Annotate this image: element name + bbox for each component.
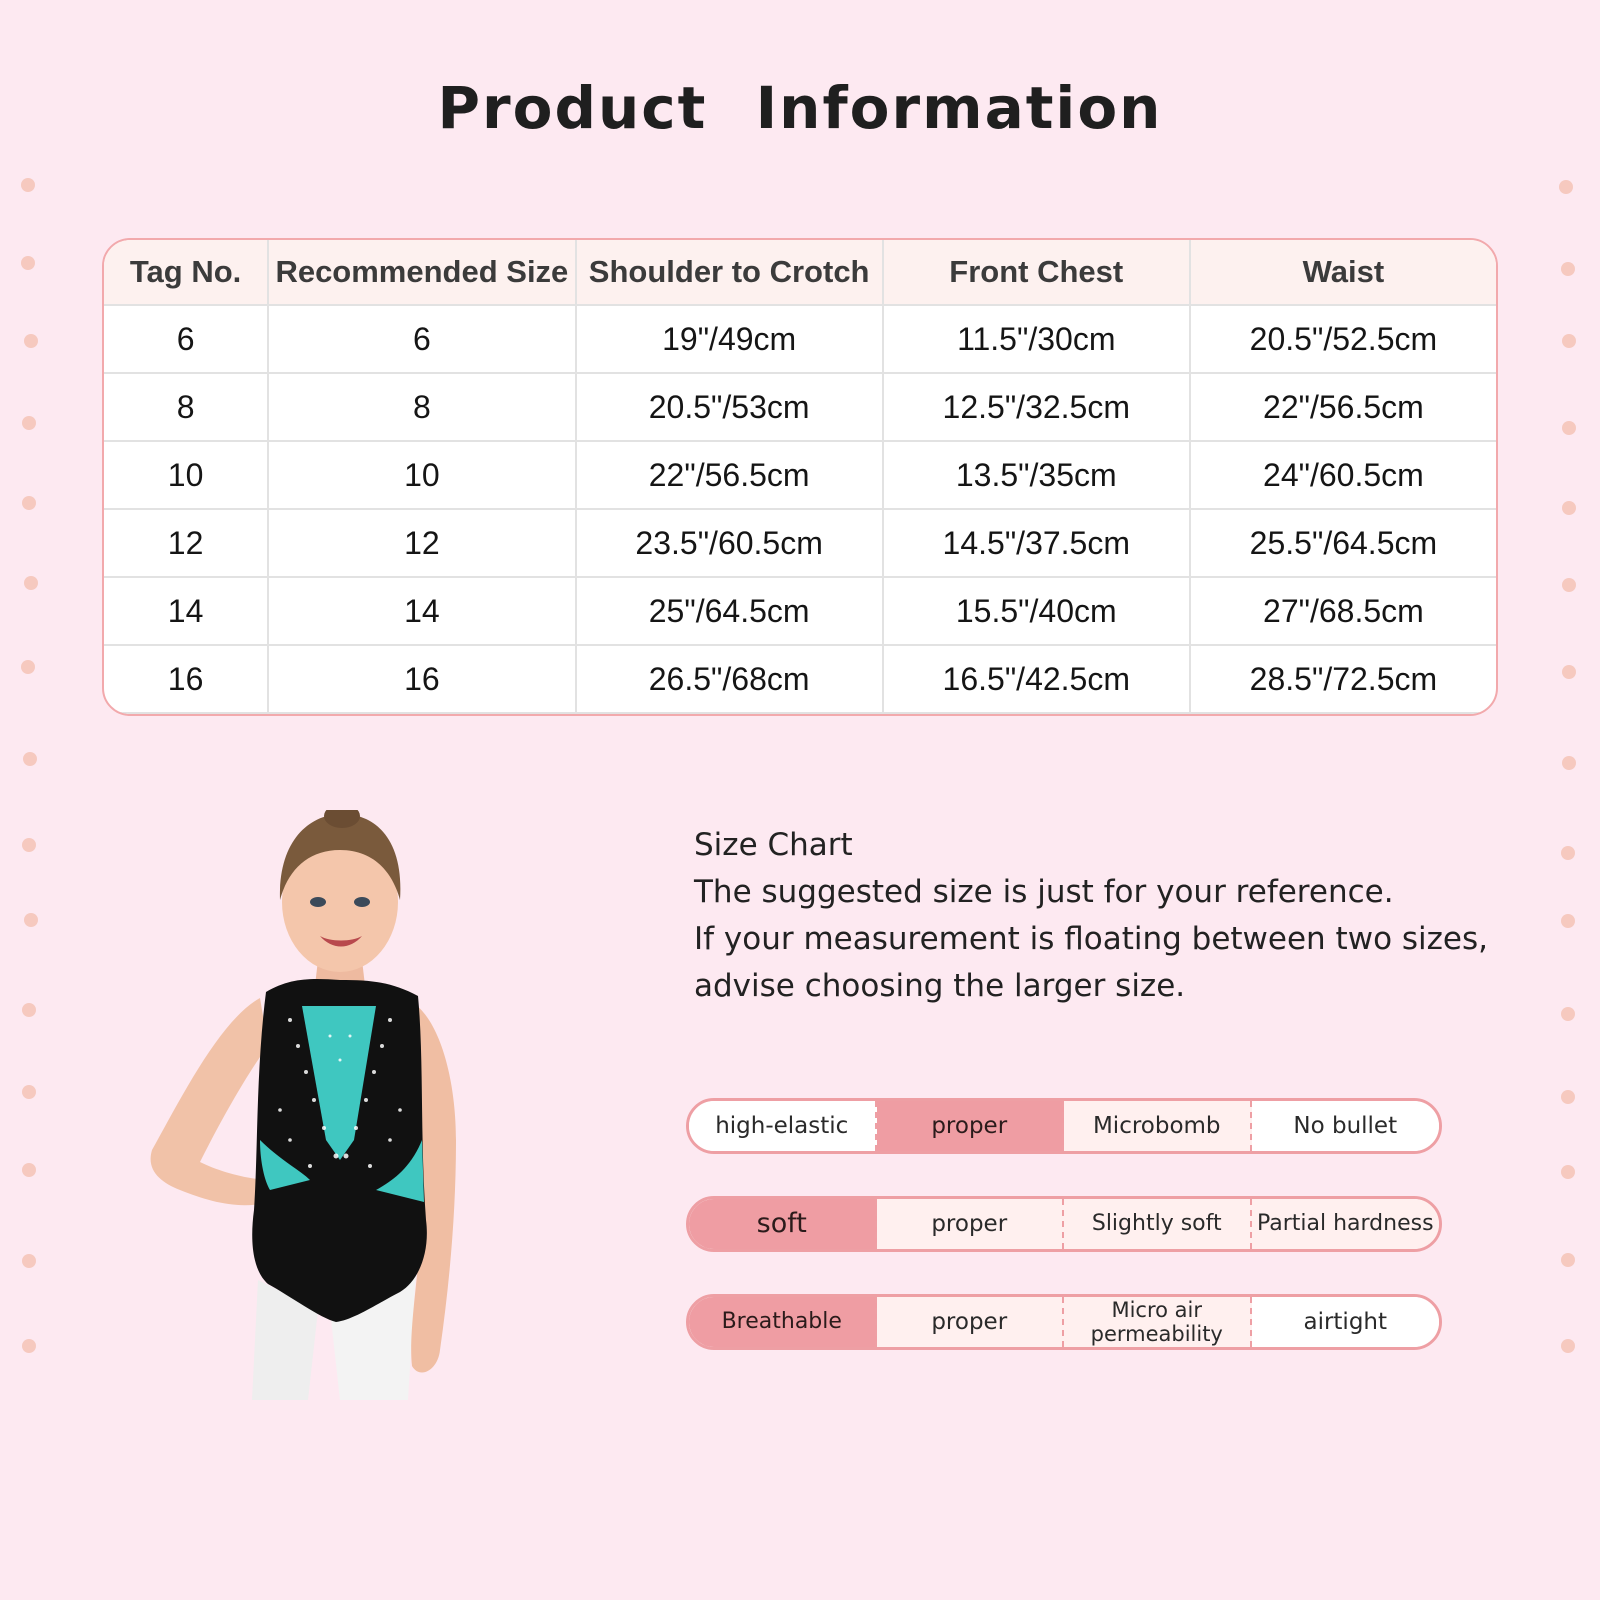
header-front-chest: Front Chest xyxy=(883,240,1190,305)
product-model-photo xyxy=(140,810,500,1410)
size-chart-heading: Size Chart xyxy=(694,827,853,863)
page-title: Product Information xyxy=(437,74,1163,142)
header-tag-no: Tag No. xyxy=(104,240,268,305)
model-arm-left xyxy=(151,998,272,1205)
cell-waist: 20.5"/52.5cm xyxy=(1190,305,1496,373)
cell-tag-no: 8 xyxy=(104,373,268,441)
breathability-option: proper xyxy=(877,1297,1065,1347)
cell-recommended-size: 10 xyxy=(268,441,575,509)
breathability-scale xyxy=(686,1294,1442,1350)
table-header-row xyxy=(104,240,1496,305)
cell-recommended-size: 12 xyxy=(268,509,575,577)
table-row xyxy=(104,509,1496,577)
cell-recommended-size: 16 xyxy=(268,645,575,713)
cell-waist: 24"/60.5cm xyxy=(1190,441,1496,509)
cell-shoulder-to-crotch: 22"/56.5cm xyxy=(576,441,883,509)
elasticity-option: No bullet xyxy=(1252,1101,1440,1151)
elasticity-option: high-elastic xyxy=(689,1101,877,1151)
table-row xyxy=(104,441,1496,509)
cell-waist: 27"/68.5cm xyxy=(1190,577,1496,645)
size-table xyxy=(104,240,1496,714)
size-chart-line: If your measurement is floating between two sizes, xyxy=(694,921,1488,957)
breathability-option-selected: Breathable xyxy=(689,1297,877,1347)
cell-shoulder-to-crotch: 25"/64.5cm xyxy=(576,577,883,645)
cell-waist: 25.5"/64.5cm xyxy=(1190,509,1496,577)
table-row xyxy=(104,305,1496,373)
elasticity-scale xyxy=(686,1098,1442,1154)
cell-front-chest: 16.5"/42.5cm xyxy=(883,645,1190,713)
cell-waist: 22"/56.5cm xyxy=(1190,373,1496,441)
breathability-option: airtight xyxy=(1252,1297,1440,1347)
breathability-option: Micro air permeability xyxy=(1064,1297,1252,1347)
header-shoulder-to-crotch: Shoulder to Crotch xyxy=(576,240,883,305)
header-waist: Waist xyxy=(1190,240,1496,305)
softness-option: Partial hardness xyxy=(1252,1199,1440,1249)
cell-shoulder-to-crotch: 20.5"/53cm xyxy=(576,373,883,441)
size-chart-note xyxy=(694,822,1514,1010)
table-row xyxy=(104,373,1496,441)
cell-front-chest: 11.5"/30cm xyxy=(883,305,1190,373)
cell-shoulder-to-crotch: 19"/49cm xyxy=(576,305,883,373)
cell-front-chest: 13.5"/35cm xyxy=(883,441,1190,509)
elasticity-option-selected: proper xyxy=(877,1101,1065,1151)
cell-recommended-size: 14 xyxy=(268,577,575,645)
softness-option: proper xyxy=(877,1199,1065,1249)
header-recommended-size: Recommended Size xyxy=(268,240,575,305)
cell-recommended-size: 6 xyxy=(268,305,575,373)
cell-recommended-size: 8 xyxy=(268,373,575,441)
size-table-card xyxy=(102,238,1498,716)
table-row xyxy=(104,577,1496,645)
softness-scale xyxy=(686,1196,1442,1252)
table-row xyxy=(104,645,1496,713)
cell-tag-no: 6 xyxy=(104,305,268,373)
softness-option-selected: soft xyxy=(689,1199,877,1249)
cell-front-chest: 15.5"/40cm xyxy=(883,577,1190,645)
cell-tag-no: 10 xyxy=(104,441,268,509)
elasticity-option: Microbomb xyxy=(1064,1101,1252,1151)
size-chart-line: The suggested size is just for your reference. xyxy=(694,874,1394,910)
cell-tag-no: 14 xyxy=(104,577,268,645)
cell-waist: 28.5"/72.5cm xyxy=(1190,645,1496,713)
cell-tag-no: 16 xyxy=(104,645,268,713)
cell-front-chest: 12.5"/32.5cm xyxy=(883,373,1190,441)
model-eye-right xyxy=(354,897,370,907)
size-chart-line: advise choosing the larger size. xyxy=(694,968,1186,1004)
cell-tag-no: 12 xyxy=(104,509,268,577)
cell-shoulder-to-crotch: 26.5"/68cm xyxy=(576,645,883,713)
softness-option: Slightly soft xyxy=(1064,1199,1252,1249)
cell-front-chest: 14.5"/37.5cm xyxy=(883,509,1190,577)
cell-shoulder-to-crotch: 23.5"/60.5cm xyxy=(576,509,883,577)
model-eye-left xyxy=(310,897,326,907)
